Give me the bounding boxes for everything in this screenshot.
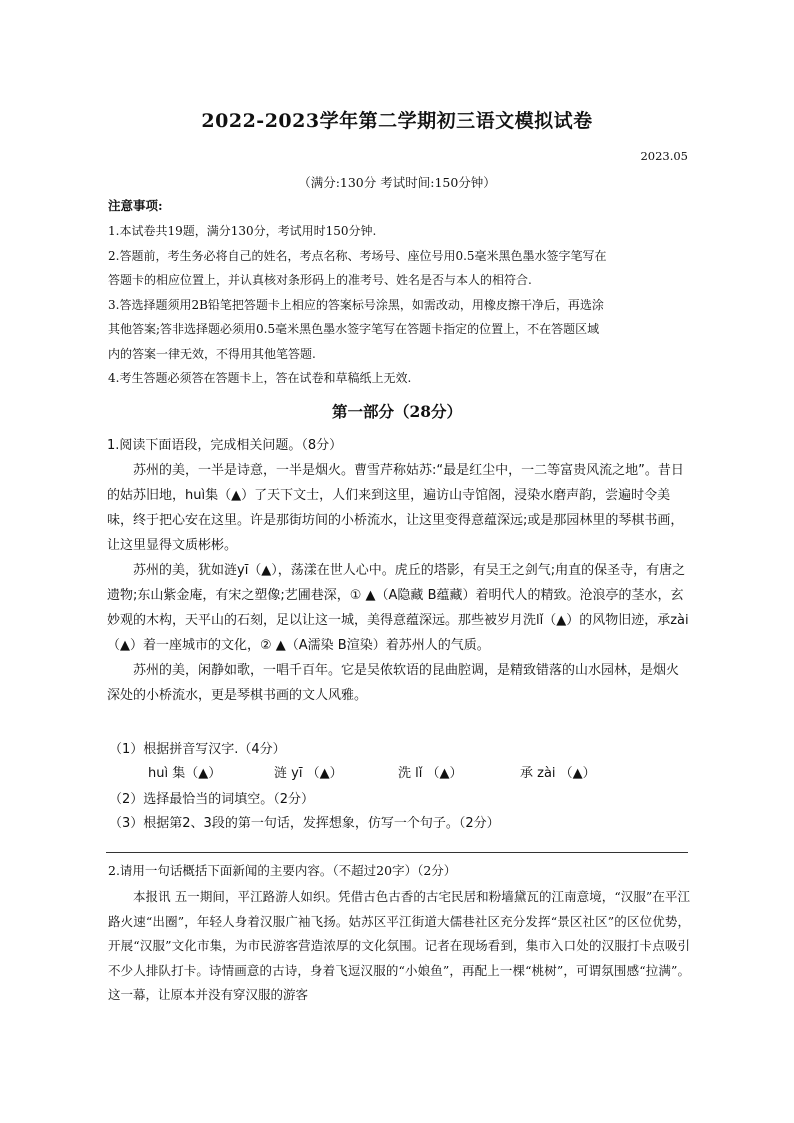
- pinyin-item: 涟 yī （▲）: [274, 766, 343, 781]
- question-2-prompt: 2.请用一句话概括下面新闻的主要内容。（不超过20字）（2分）: [108, 863, 457, 878]
- sub-question-1: （1）根据拼音写汉字.（4分）: [109, 742, 286, 757]
- news-passage: [108, 885, 690, 1008]
- score-and-time: （满分:130分 考试时间:150分钟）: [298, 175, 496, 190]
- notice-item: 3.答选择题须用2B铅笔把答题卡上相应的答案标号涂黑，如需改动，用橡皮擦干净后，再选涂: [108, 297, 604, 312]
- notice-item: 答题卡的相应位置上，并认真核对条形码上的准考号、姓名是否与本人的相符合.: [108, 273, 532, 287]
- pinyin-item: huì 集（▲）: [148, 766, 222, 781]
- divider: [106, 852, 688, 853]
- notice-item: 内的答案一律无效，不得用其他笔答题.: [108, 346, 316, 361]
- pinyin-item: 洗 lǐ （▲）: [398, 766, 463, 781]
- passage-paragraph: 苏州的美，闲静如歌，一唱千百年。它是吴侬软语的昆曲腔调，是精致错落的山水园林，是烟火深处的小桥流水，更是琴棋书画的文人风雅。: [107, 663, 680, 703]
- notice-item: 其他答案;答非选择题必须用0.5毫米黑色墨水签字笔写在答题卡指定的位置上，不在答题区域: [108, 322, 600, 336]
- notice-item: 4.考生答题必须答在答题卡上，答在试卷和草稿纸上无效.: [108, 371, 412, 385]
- pinyin-item: 承 zài （▲）: [520, 766, 596, 781]
- question-1-prompt: 1.阅读下面语段，完成相关问题。（8分）: [107, 438, 343, 453]
- passage-paragraph: 苏州的美，一半是诗意，一半是烟火。曹雪芹称姑苏:“最是红尘中，一二等富贵风流之地”。昔日的姑苏旧地，huì集（▲）了天下文士，人们来到这里，遍访山寺馆阁，浸染水磨声韵，尝遍时令美味，终于把心安在这里。许是那街坊间的小桥流水，让这里变得意蕴深远;或是那园林里的琴棋书画，让这里显得文质彬彬。: [107, 463, 684, 553]
- notice-item: 2.答题前，考生务必将自己的姓名，考点名称、考场号、座位号用0.5毫米黑色墨水签字笔写在: [108, 248, 607, 263]
- section-title: 第一部分（28分）: [331, 402, 463, 421]
- sub-question-2: （2）选择最恰当的词填空。（2分）: [109, 792, 315, 807]
- notice-item: 1.本试卷共19题，满分130分，考试用时150分钟.: [108, 224, 377, 238]
- exam-title: 2022-2023学年第二学期初三语文模拟试卷: [201, 110, 593, 132]
- notice-heading: 注意事项:: [108, 198, 163, 213]
- notice-list: [108, 219, 688, 391]
- exam-date: 2023.05: [640, 149, 688, 163]
- question-1: [107, 433, 689, 708]
- passage-paragraph: 苏州的美，犹如涟yī（▲），荡漾在世人心中。虎丘的塔影，有吴王之剑气;甪直的保圣寺，有唐之遗物;东山紫金庵，有宋之塑像;艺圃巷深，① ▲（A隐藏 B蕴藏）着明代人的精致。沧浪亭的茎水，玄妙观的木构，天平山的石刻，足以让这一城，美得意蕴深远。那些被岁月洗lǐ（▲）的风物旧迹，承zài（▲）着一座城市的文化，② ▲（A濡染 B渲染）着苏州人的气质。: [107, 563, 689, 653]
- sub-question-3: （3）根据第2、3段的第一句话，发挥想象，仿写一个句子。（2分）: [109, 816, 500, 831]
- news-paragraph: 本报讯 五一期间，平江路游人如织。凭借古色古香的古宅民居和粉墙黛瓦的江南意境，“汉服”在平江路火速“出圈”，年轻人身着汉服广袖飞扬。姑苏区平江街道大儒巷社区充分发挥“景区社区”的区位优势，开展“汉服”文化市集，为市民游客营造浓厚的文化氛围。记者在现场看到，集市入口处的汉服打卡点吸引不少人排队打卡。诗情画意的古诗，身着飞逗汉服的“小娘鱼”，再配上一棵“桃树”，可谓氛围感“拉满”。这一幕，让原本并没有穿汉服的游客: [108, 889, 690, 1002]
